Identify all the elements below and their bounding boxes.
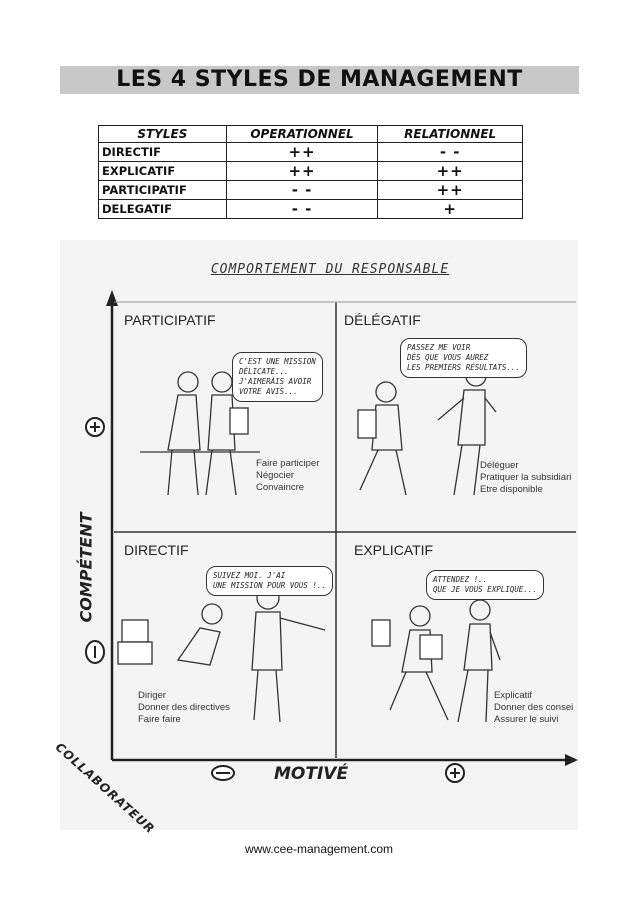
table-row bbox=[99, 181, 523, 200]
row-style-name: PARTICIPATIF bbox=[99, 181, 227, 200]
figure-illustration bbox=[60, 240, 578, 830]
management-styles-figure bbox=[52, 240, 578, 837]
header-operationnel: OPERATIONNEL bbox=[226, 126, 378, 143]
row-operationnel-value: - - bbox=[226, 200, 378, 219]
figure-title: COMPORTEMENT DU RESPONSABLE bbox=[210, 262, 450, 277]
plus-y-icon bbox=[86, 418, 104, 436]
x-axis-label: MOTIVÉ bbox=[274, 764, 349, 784]
x-axis-arrow bbox=[565, 754, 578, 766]
table-header-row bbox=[99, 126, 523, 143]
row-operationnel-value: - - bbox=[226, 181, 378, 200]
quadrant-label-delegatif: DÉLÉGATIF bbox=[344, 312, 421, 328]
row-relationnel-value: ++ bbox=[378, 181, 523, 200]
y-axis-label: COMPÉTENT bbox=[76, 512, 96, 623]
row-style-name: DELEGATIF bbox=[99, 200, 227, 219]
styles-table bbox=[98, 125, 523, 219]
actions-explicatif: Explicatif Donner des consei Assurer le suivi bbox=[494, 690, 574, 725]
actions-directif: Diriger Donner des directives Faire faire bbox=[138, 690, 230, 725]
quadrant-label-explicatif: EXPLICATIF bbox=[354, 542, 434, 558]
row-relationnel-value: + bbox=[378, 200, 523, 219]
row-style-name: EXPLICATIF bbox=[99, 162, 227, 181]
row-style-name: DIRECTIF bbox=[99, 143, 227, 162]
actions-participatif: Faire participer Négocier Convaincre bbox=[256, 458, 320, 493]
speech-bubble-directif: SUIVEZ MOI. J'AI UNE MISSION POUR VOUS !.. bbox=[206, 566, 333, 596]
table-row bbox=[99, 143, 523, 162]
quadrant-label-directif: DIRECTIF bbox=[124, 542, 189, 558]
footer-url: www.cee-management.com bbox=[244, 842, 394, 856]
speech-bubble-delegatif: PASSEZ ME VOIR DÈS QUE VOUS AUREZ LES PREMIERS RÉSULTATS... bbox=[400, 338, 527, 378]
minus-y-icon bbox=[86, 641, 104, 663]
quadrant-label-participatif: PARTICIPATIF bbox=[124, 312, 216, 328]
page-title: LES 4 STYLES DE MANAGEMENT bbox=[60, 66, 579, 94]
row-relationnel-value: - - bbox=[378, 143, 523, 162]
table-row bbox=[99, 162, 523, 181]
row-operationnel-value: ++ bbox=[226, 143, 378, 162]
delegatif-characters bbox=[358, 366, 496, 495]
y-axis-arrow bbox=[106, 290, 118, 306]
plus-x-icon bbox=[446, 764, 464, 782]
table-row bbox=[99, 200, 523, 219]
row-operationnel-value: ++ bbox=[226, 162, 378, 181]
minus-x-icon bbox=[212, 766, 234, 780]
actions-delegatif: Déléguer Pratiquer la subsidiari Etre disponible bbox=[480, 460, 572, 495]
speech-bubble-explicatif: ATTENDEZ !.. QUE JE VOUS EXPLIQUE... bbox=[426, 570, 544, 600]
speech-bubble-participatif: C'EST UNE MISSION DÉLICATE... J'AIMERAIS AVOIR VOTRE AVIS... bbox=[232, 352, 323, 402]
collaborateur-label: COLLABORATEUR bbox=[52, 740, 158, 837]
row-relationnel-value: ++ bbox=[378, 162, 523, 181]
header-relationnel: RELATIONNEL bbox=[378, 126, 523, 143]
explicatif-characters bbox=[372, 600, 500, 722]
header-styles: STYLES bbox=[99, 126, 227, 143]
